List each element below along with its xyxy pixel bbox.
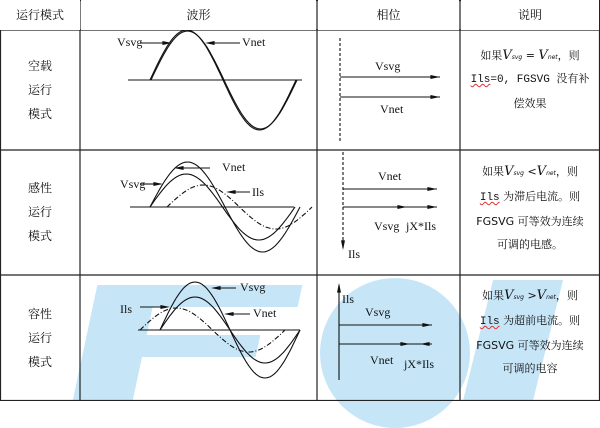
wave-label-vnet: Vnet	[222, 160, 246, 174]
description-capacitive: 如果Vsvg >Vnet，则 Ils 为超前电流。则 FGSVG 可等效为连续 可调的电容	[476, 288, 584, 375]
mode-text: 感性	[27, 181, 52, 195]
description-noload: 如果Vsvg = Vnet，则 Ils=0, FGSVG 没有补 偿效果	[470, 48, 590, 110]
wave-label-ils: Ils	[252, 185, 264, 199]
mode-text: 模式	[27, 355, 52, 369]
header-phase: 相位	[318, 0, 459, 30]
phasor-arrowhead	[427, 187, 437, 191]
phase-label-vnet: Vnet	[378, 169, 402, 183]
phasor-arrowhead	[400, 342, 410, 346]
phasor-arrowhead	[430, 95, 440, 99]
mode-text: 运行	[27, 205, 52, 219]
phase-label-vnet: Vnet	[370, 353, 394, 367]
phase-label-jx: jX*Ils	[404, 357, 434, 371]
phase-label-jx: jX*Ils	[406, 219, 436, 233]
phase-label-vsvg: Vsvg	[375, 59, 401, 73]
wave-label-ils: Ils	[120, 302, 132, 316]
description-inductive: 如果Vsvg <Vnet，则 Ils 为滞后电流。则 FGSVG 可等效为连续 可调的电感。	[476, 164, 584, 251]
phasor-arrowhead	[397, 205, 407, 209]
pointer-arrow	[226, 190, 236, 194]
mode-cell-capacitive	[0, 302, 80, 374]
wave-label-vnet: Vnet	[242, 35, 266, 49]
phasor-arrowhead	[420, 342, 430, 346]
pointer-arrow	[174, 166, 184, 170]
wave-label-vnet: Vnet	[253, 306, 277, 320]
mode-text: 运行	[27, 83, 52, 97]
pointer-arrow	[160, 305, 170, 309]
mode-text: 容性	[27, 307, 52, 321]
pointer-arrow	[211, 286, 221, 290]
phasor-arrowhead	[341, 240, 345, 250]
mode-cell-noload	[0, 54, 80, 126]
mode-cell-inductive	[0, 176, 80, 248]
phase-label-ils: Ils	[342, 292, 354, 306]
phase-label-vsvg: Vsvg	[374, 219, 400, 233]
header-waveform: 波形	[81, 0, 316, 30]
phasor-arrowhead	[422, 323, 432, 327]
phasor-arrowhead	[427, 205, 437, 209]
header-mode: 运行模式	[0, 0, 80, 30]
header-description: 说明	[461, 0, 599, 30]
wave-label-vsvg: Vsvg	[117, 35, 143, 49]
phase-label-ils: Ils	[348, 247, 360, 261]
mode-text: 模式	[27, 107, 52, 121]
mode-text: 模式	[27, 229, 52, 243]
wave-label-vsvg: Vsvg	[120, 177, 146, 191]
pointer-arrow	[205, 41, 215, 45]
wave-label-vsvg: Vsvg	[240, 280, 266, 294]
phase-label-vsvg: Vsvg	[365, 305, 391, 319]
pointer-arrow	[224, 312, 234, 316]
phasor-arrowhead	[430, 75, 440, 79]
mode-text: 运行	[27, 331, 52, 345]
phase-label-vnet: Vnet	[380, 102, 404, 116]
mode-text: 空载	[27, 59, 52, 73]
phasor-arrowhead	[337, 283, 341, 293]
